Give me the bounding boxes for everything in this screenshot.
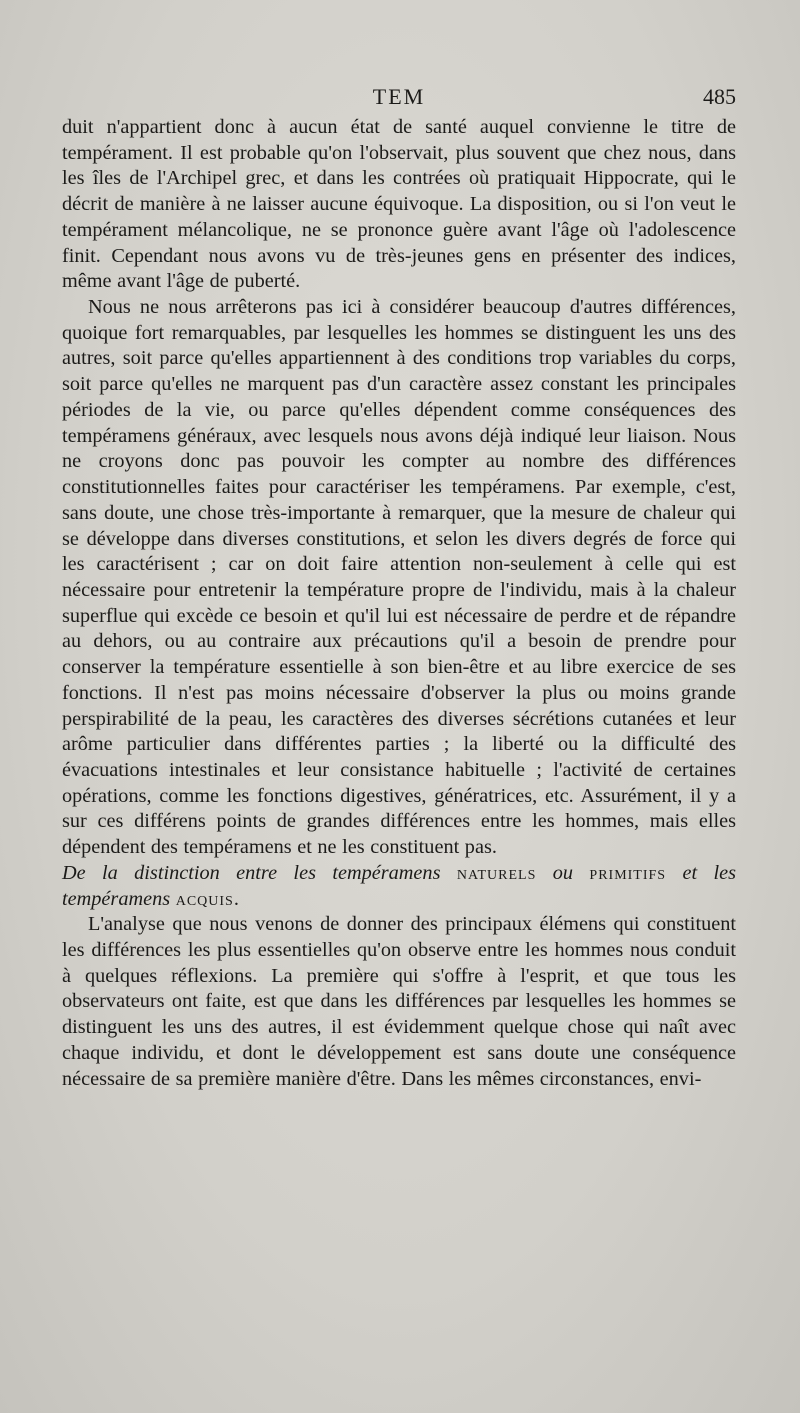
heading-part-7: .: [233, 887, 240, 910]
heading-part-1: De la distinction entre les tempéramens: [62, 861, 457, 884]
section-heading: [62, 861, 736, 912]
page-header: [62, 84, 736, 118]
page-number: 485: [703, 84, 736, 109]
heading-primitifs: primitifs: [589, 861, 667, 884]
heading-naturels: naturels: [456, 861, 537, 884]
running-head: TEM: [372, 84, 426, 109]
paragraph-analysis: L'analyse que nous venons de donner des principaux élémens qui constituent les différences les plus essentielles qu'on observe entre les hommes nous conduit à quelques réflexions. La première qui s'offre à l'esprit, et que tous les observateurs ont faite, est que dans les différences par lesquelles les hommes se distinguent les uns des autres, il est évidemment quelque chose qui naît avec chaque individu, et dont le développement est sans doute une conséquence nécessaire de sa première manière d'être. Dans les mêmes circonstances, envi-: [62, 913, 736, 1090]
paragraph-continuation: duit n'appartient donc à aucun état de santé auquel convienne le titre de tempérament. Il est probable qu'on l'observait, plus souvent que chez nous, dans les îles de l'Archipel grec, et dans les contrées où pratiquait Hippocrate, qui le décrit de manière à ne laisser aucune équivoque. La disposition, ou si l'on veut le tempérament mélancolique, ne se prononce guère avant l'âge où l'adolescence finit. Cependant nous avons vu de très-jeunes gens en présenter des indices, même avant l'âge de puberté.: [62, 116, 736, 293]
body-text: [62, 115, 736, 1092]
paragraph-differences: Nous ne nous arrêterons pas ici à considérer beaucoup d'autres différences, quoique fort remarquables, par lesquelles les hommes se distinguent les uns des autres, soit parce qu'elles appartiennent à des conditions trop variables du corps, soit parce qu'elles ne marquent pas d'un caractère assez constant les principales périodes de la vie, ou parce qu'elles dépendent comme conséquences des tempéramens généraux, avec lesquels nous avons déjà indiqué leur liaison. Nous ne croyons donc pas pouvoir les compter au nombre des différences constitutionnelles faites pour caractériser les tempéramens. Par exemple, c'est, sans doute, une chose très-importante à remarquer, que la mesure de chaleur qui se développe dans diverses constitutions, et selon les divers degrés de force qui les caractérisent ; car on doit faire attention non-seulement à celle qui est nécessaire pour entretenir la température propre de l'individu, mais à la chaleur superflue qui excède ce besoin et qu'il lui est nécessaire de perdre et de répandre au dehors, ou au contraire aux précautions qu'il a besoin de prendre pour conserver la température essentielle à son bien-être et au libre exercice de ses fonctions. Il n'est pas moins nécessaire d'observer la plus ou moins grande perspirabilité de la peau, les caractères des diverses sécrétions cutanées et leur arôme particulier dans différentes parties ; la liberté ou la difficulté des évacuations intestinales et leur consistance habituelle ; l'activité de certaines opérations, comme les fonctions digestives, génératrices, etc. Assurément, il y a sur ces différens points de grandes différences entre les hommes, mais elles dépendent des tempéramens et ne les constituent pas.: [62, 296, 736, 859]
heading-part-3: ou: [536, 861, 590, 884]
heading-part-5: et les tempéramens: [62, 861, 736, 910]
heading-acquis: acquis: [175, 887, 234, 910]
